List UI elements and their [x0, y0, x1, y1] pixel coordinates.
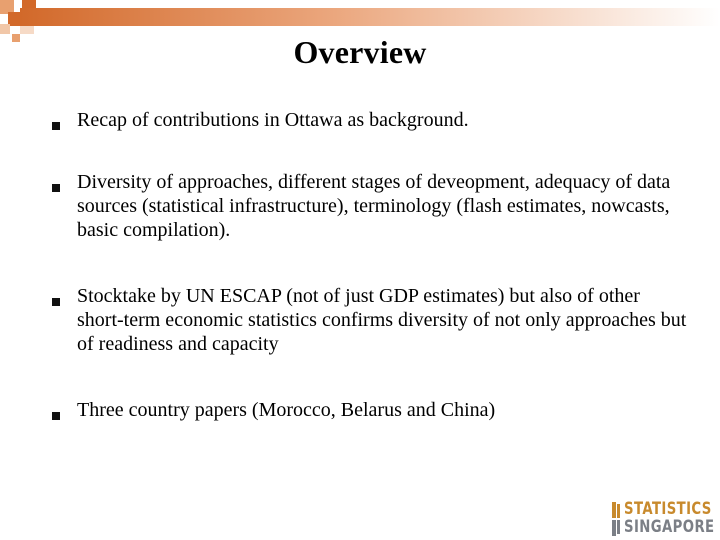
bullet-text: Recap of contributions in Ottawa as background.	[77, 109, 469, 131]
bullet-text: Three country papers (Morocco, Belarus and China)	[77, 399, 496, 421]
bullet-square-icon	[52, 412, 60, 420]
bullet-square-icon	[52, 122, 60, 130]
slide-title: Overview	[293, 34, 427, 70]
bullet-text: Stocktake by UN ESCAP (not of just GDP estimates) but also of other short-term economic statistics confirms diversity of not only approaches but of readiness and capacity	[77, 285, 687, 355]
bullet-square-icon	[52, 298, 60, 306]
statistics-singapore-logo	[612, 498, 715, 540]
bullet-text: Diversity of approaches, different stages of deveopment, adequacy of data sources (statistical infrastructure), terminology (flash estimates, nowcasts, basic compilation).	[77, 171, 671, 241]
logo-mark-icon	[612, 502, 622, 536]
bullet-square-icon	[52, 184, 60, 192]
logo-line-1: STATISTICS	[624, 499, 712, 519]
logo-line-2: SINGAPORE	[624, 517, 715, 537]
